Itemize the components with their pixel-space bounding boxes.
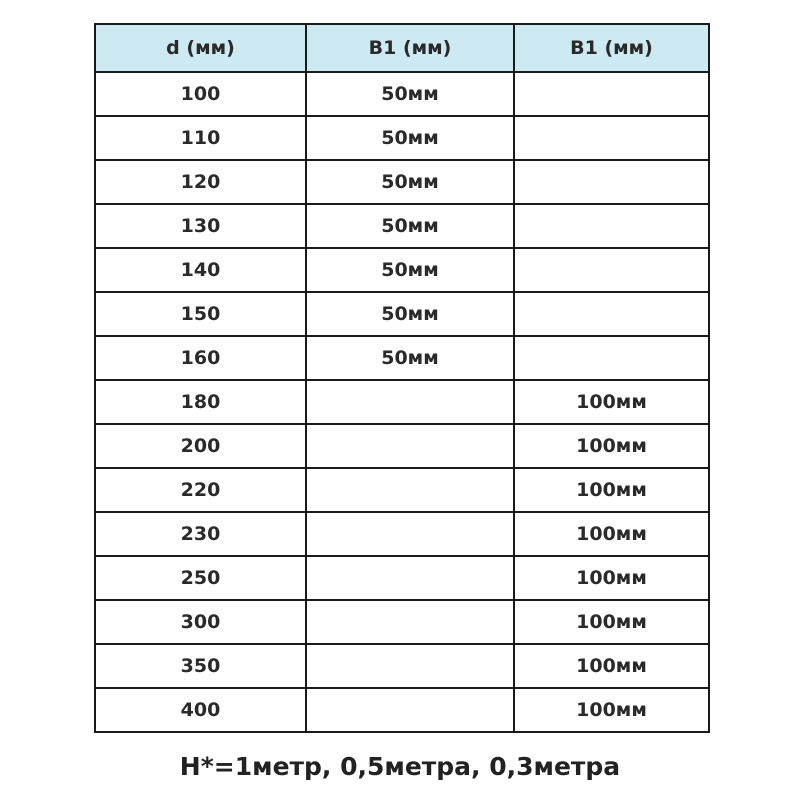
cell-b1-first: [306, 424, 514, 468]
cell-b1-second: 100мм: [514, 424, 709, 468]
cell-diameter: 250: [95, 556, 306, 600]
table-row: [95, 72, 709, 116]
table-row: [95, 248, 709, 292]
cell-b1-first: [306, 600, 514, 644]
cell-b1-first: 50мм: [306, 336, 514, 380]
cell-b1-second: [514, 116, 709, 160]
cell-b1-second: [514, 204, 709, 248]
height-footnote: H*=1метр, 0,5метра, 0,3метра: [179, 752, 621, 781]
cell-b1-first: 50мм: [306, 248, 514, 292]
cell-b1-first: 50мм: [306, 116, 514, 160]
table-row: [95, 468, 709, 512]
cell-diameter: 400: [95, 688, 306, 732]
table-row: [95, 292, 709, 336]
cell-b1-first: [306, 380, 514, 424]
cell-b1-second: 100мм: [514, 600, 709, 644]
table-row: [95, 160, 709, 204]
cell-diameter: 100: [95, 72, 306, 116]
cell-diameter: 300: [95, 600, 306, 644]
table-row: [95, 600, 709, 644]
cell-b1-first: [306, 688, 514, 732]
cell-b1-second: 100мм: [514, 512, 709, 556]
table-row: [95, 204, 709, 248]
table-row: [95, 336, 709, 380]
table-row: [95, 512, 709, 556]
cell-diameter: 220: [95, 468, 306, 512]
cell-b1-first: [306, 644, 514, 688]
cell-b1-first: [306, 556, 514, 600]
cell-b1-second: [514, 248, 709, 292]
table-row: [95, 688, 709, 732]
cell-b1-second: 100мм: [514, 688, 709, 732]
table-row: [95, 380, 709, 424]
table-header: [95, 24, 709, 72]
cell-b1-second: 100мм: [514, 556, 709, 600]
cell-b1-second: 100мм: [514, 380, 709, 424]
cell-b1-first: [306, 468, 514, 512]
cell-diameter: 140: [95, 248, 306, 292]
cell-b1-first: 50мм: [306, 292, 514, 336]
cell-diameter: 160: [95, 336, 306, 380]
header-row: [95, 24, 709, 72]
cell-diameter: 230: [95, 512, 306, 556]
cell-b1-second: [514, 160, 709, 204]
cell-diameter: 350: [95, 644, 306, 688]
table-body: [95, 72, 709, 732]
cell-diameter: 150: [95, 292, 306, 336]
dimensions-table-container: [94, 23, 708, 733]
cell-b1-second: [514, 72, 709, 116]
header-b1-first: B1 (мм): [306, 24, 514, 72]
table-row: [95, 424, 709, 468]
cell-b1-first: 50мм: [306, 72, 514, 116]
cell-b1-first: 50мм: [306, 160, 514, 204]
cell-diameter: 130: [95, 204, 306, 248]
cell-b1-first: 50мм: [306, 204, 514, 248]
header-b1-second: B1 (мм): [514, 24, 709, 72]
table-row: [95, 116, 709, 160]
cell-b1-second: [514, 336, 709, 380]
table-row: [95, 644, 709, 688]
header-diameter: d (мм): [95, 24, 306, 72]
cell-diameter: 180: [95, 380, 306, 424]
table-row: [95, 556, 709, 600]
cell-b1-second: 100мм: [514, 644, 709, 688]
cell-b1-second: 100мм: [514, 468, 709, 512]
cell-b1-first: [306, 512, 514, 556]
cell-diameter: 110: [95, 116, 306, 160]
dimensions-table: [94, 23, 710, 733]
cell-diameter: 200: [95, 424, 306, 468]
cell-diameter: 120: [95, 160, 306, 204]
cell-b1-second: [514, 292, 709, 336]
